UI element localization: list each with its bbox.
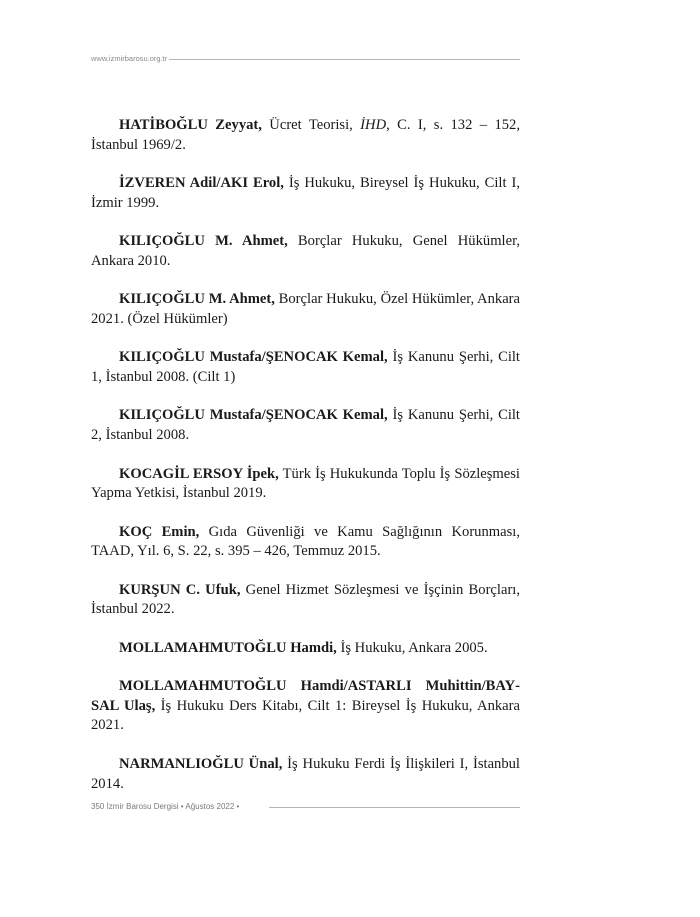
entry-text: Gıda Güvenliği ve Kamu Sağlığının Korunması, TAAD, Yıl. 6, S. 22, s. 395 – 426, Temmuz 2015. (91, 523, 520, 560)
entry-text: Ücret Teorisi, (261, 117, 361, 133)
entry-author: MOLLAMAHMUTOĞLU Hamdi/ASTARLI Muhittin/BAYSAL Ulaş, (91, 678, 520, 714)
page-footer (91, 800, 520, 814)
entry-author: KOCAGİL ERSOY İpek, (119, 465, 279, 482)
entry-author: İZVEREN Adil/AKI Erol, (119, 175, 284, 192)
bibliography-entry (91, 406, 520, 445)
entry-author: HATİBOĞLU Zeyyat, (119, 117, 262, 133)
entry-text-rest: , C. I, s. 132 – 152, İstanbul 1969/2. (91, 117, 520, 153)
entry-text: İş Hukuku, Bireysel İş Hukuku, Cilt I, İzmir 1999. (91, 175, 520, 211)
bibliography-entry (91, 639, 520, 659)
page-header (91, 53, 520, 65)
entry-author: KILIÇOĞLU M. Ahmet, (119, 291, 275, 308)
entry-text: Türk İş Hukukunda Toplu İş Sözleşmesi Yapma Yetkisi, İstanbul 2019. (91, 465, 520, 502)
bibliography-entry (91, 290, 520, 329)
bibliography-entry (91, 348, 520, 387)
bibliography-entry (91, 755, 520, 794)
entry-text: İş Hukuku Ders Kitabı, Cilt 1: Bireysel İş Hukuku, Ankara 2021. (91, 697, 520, 734)
footer-rule (269, 807, 520, 808)
entry-author: NARMANLIOĞLU Ünal, (119, 756, 283, 773)
entry-author: KILIÇOĞLU Mustafa/ŞENOCAK Kemal, (119, 349, 388, 366)
entry-text: Borçlar Hukuku, Özel Hükümler, Ankara 2021. (Özel Hükümler) (91, 291, 521, 327)
entry-author: KILIÇOĞLU M. Ahmet, (119, 233, 288, 250)
bibliography-entry (91, 116, 520, 155)
entry-text: İş Hukuku, Ankara 2005. (336, 639, 488, 656)
entry-author: KURŞUN C. Ufuk, (119, 581, 241, 598)
footer-text: 350 İzmir Barosu Dergisi • Ağustos 2022 • (91, 800, 243, 814)
entry-author: MOLLAMAHMUTOĞLU Hamdi, (119, 639, 337, 656)
entry-text: İş Kanunu Şerhi, Cilt 2, İstanbul 2008. (91, 407, 520, 443)
entry-text: İş Kanunu Şerhi, Cilt 1, İstanbul 2008. (Cilt 1) (91, 349, 520, 385)
bibliography-list (91, 116, 520, 813)
bibliography-entry (91, 174, 520, 213)
bibliography-entry (91, 581, 520, 620)
bibliography-entry (91, 523, 520, 562)
entry-author: KILIÇOĞLU Mustafa/ŞENOCAK Kemal, (119, 407, 388, 424)
entry-journal: İHD (360, 117, 387, 133)
entry-text: Genel Hizmet Sözleşmesi ve İşçinin Borçları, İstanbul 2022. (91, 581, 521, 618)
bibliography-entry (91, 232, 520, 271)
bibliography-entry (91, 677, 520, 736)
entry-author: KOÇ Emin, (119, 523, 200, 540)
header-url: www.izmirbarosu.org.tr (91, 54, 168, 63)
entry-text: Borçlar Hukuku, Genel Hükümler, Ankara 2010. (91, 233, 521, 269)
bibliography-entry (91, 465, 520, 504)
entry-text: İş Hukuku Ferdi İş İlişkileri I, İstanbul 2014. (91, 756, 520, 792)
